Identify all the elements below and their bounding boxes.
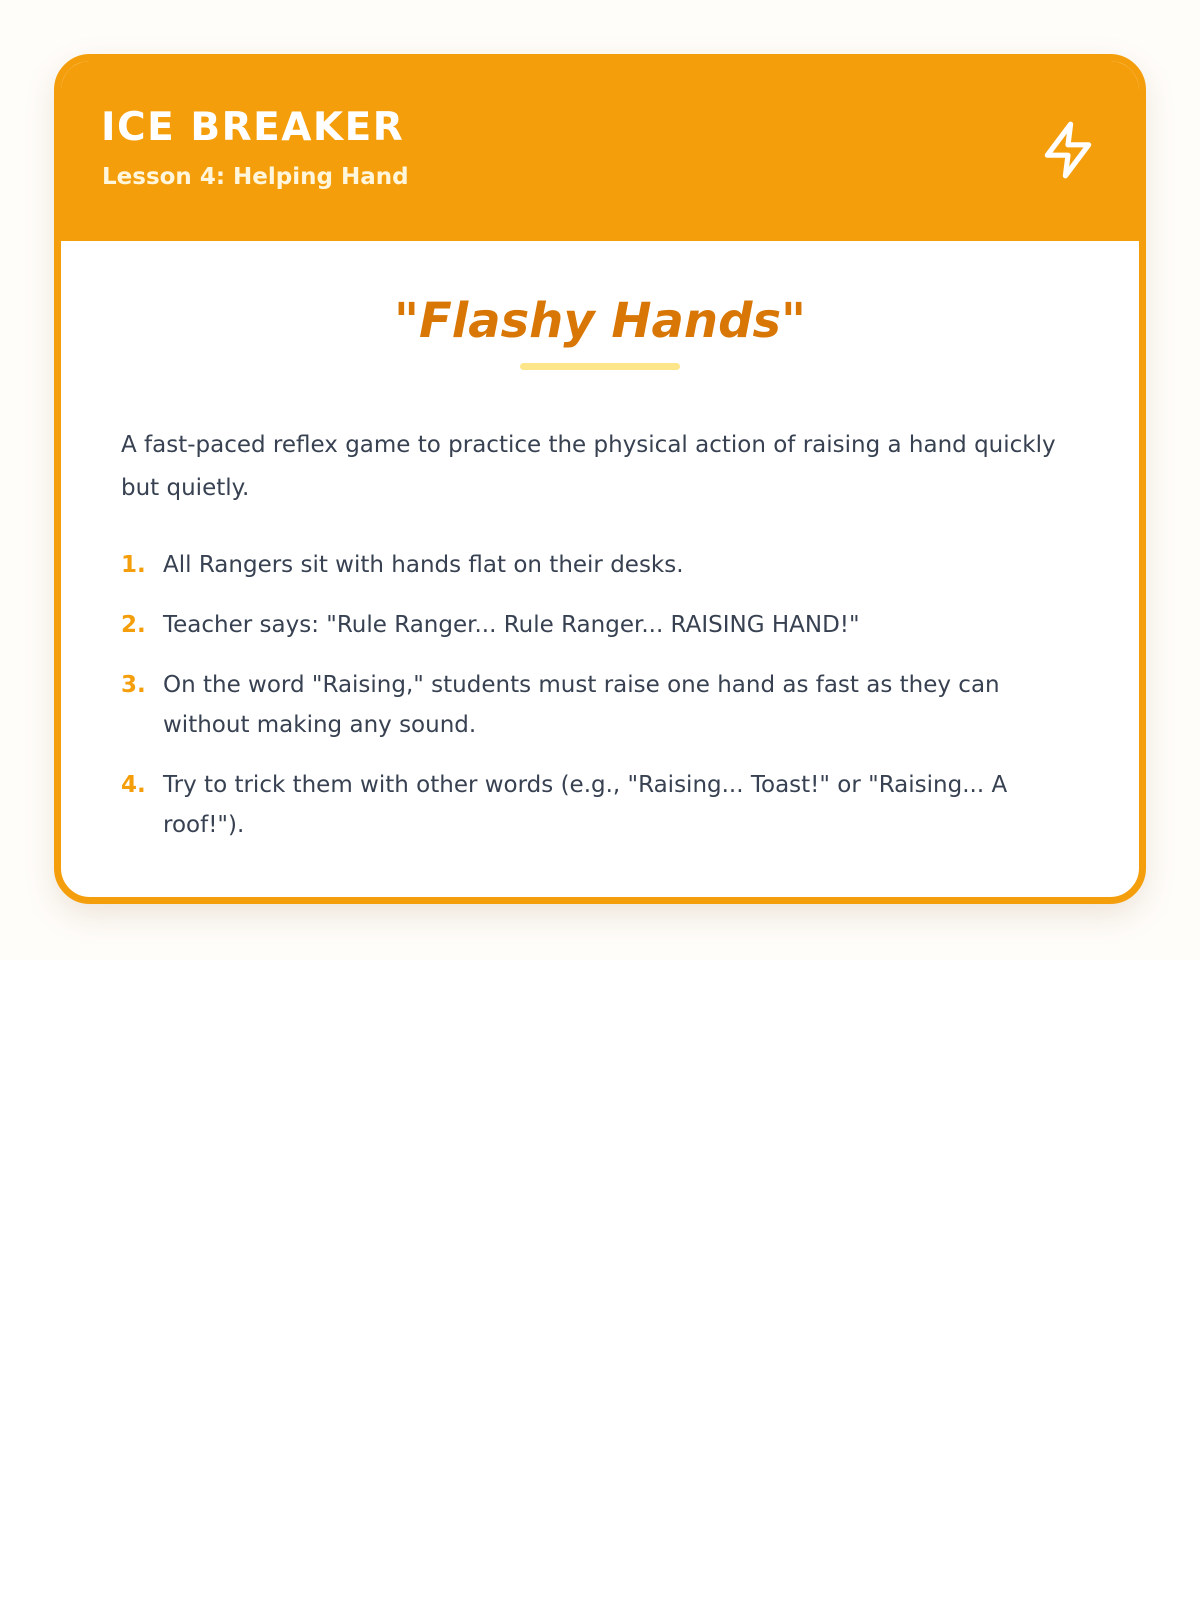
step-item xyxy=(121,665,1079,745)
step-text: On the word "Raising," students must raise one hand as fast as they can without making any sound. xyxy=(163,672,1000,739)
step-text: Teacher says: "Rule Ranger... Rule Ranger... RAISING HAND!" xyxy=(163,612,860,639)
step-text: Try to trick them with other words (e.g., "Raising... Toast!" or "Raising... A roof!"). xyxy=(163,772,1008,839)
activity-description: A fast-paced reflex game to practice the physical action of raising a hand quickly but quietly. xyxy=(121,432,1056,502)
step-item xyxy=(121,605,1079,645)
title-underline xyxy=(520,363,680,370)
step-number: 1. xyxy=(121,552,146,579)
card-badge: ICE BREAKER xyxy=(101,105,405,150)
step-text: All Rangers sit with hands flat on their desks. xyxy=(163,552,684,579)
steps-list xyxy=(121,545,1079,845)
step-item xyxy=(121,765,1079,845)
step-number: 4. xyxy=(121,772,146,799)
zap-icon xyxy=(1037,117,1099,183)
step-number: 3. xyxy=(121,672,146,699)
step-number: 2. xyxy=(121,612,146,639)
card-header xyxy=(61,61,1139,241)
ice-breaker-card xyxy=(54,54,1146,904)
lesson-subtitle: Lesson 4: Helping Hand xyxy=(102,164,409,190)
activity-title: "Flashy Hands" xyxy=(393,293,807,349)
card-body xyxy=(61,294,1139,845)
step-item xyxy=(121,545,1079,585)
